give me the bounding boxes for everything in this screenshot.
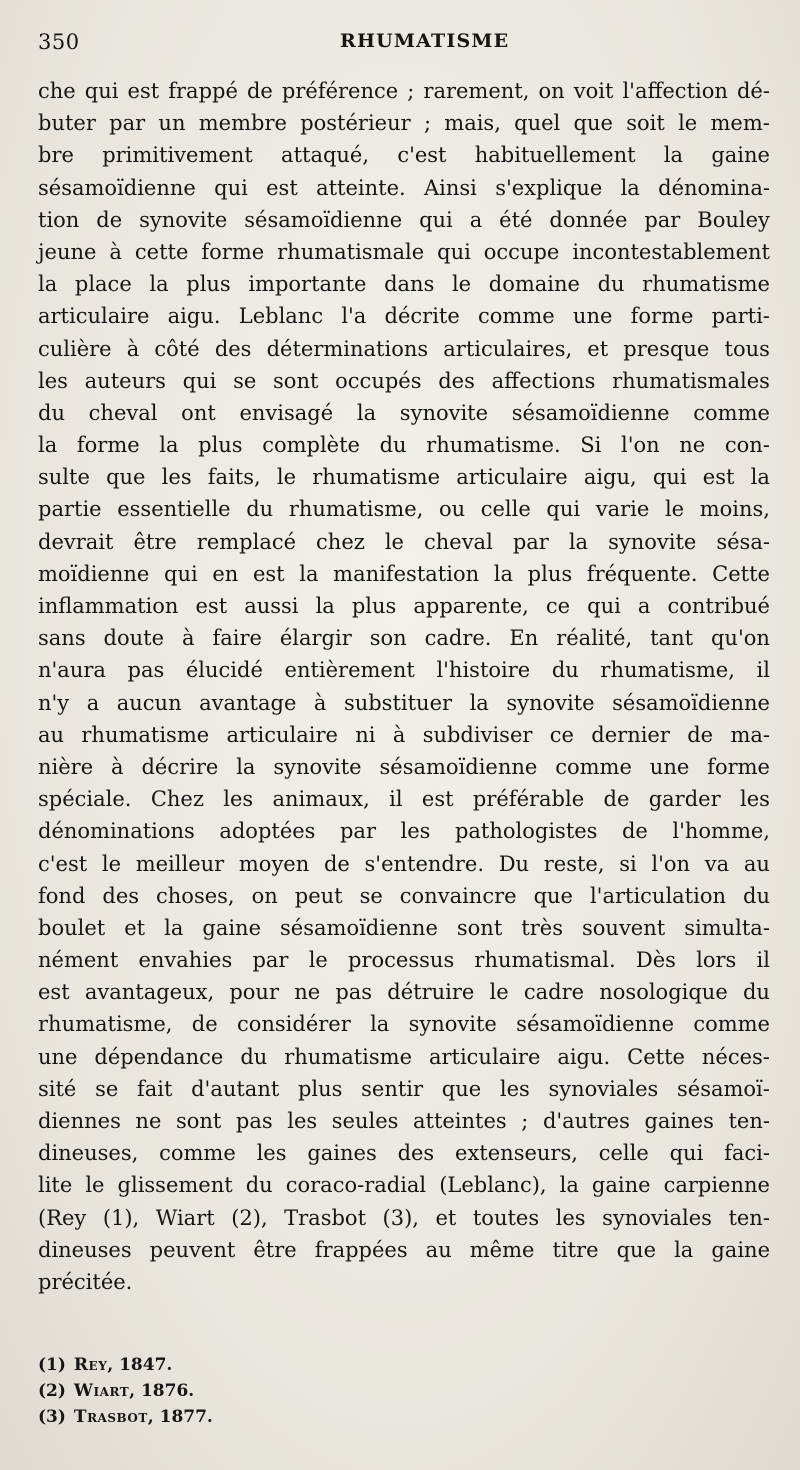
text-line: dineuses peuvent être frappées au même titre que la gaine xyxy=(38,1237,770,1262)
text-line: est avantageux, pour ne pas détruire le cadre nosologique du xyxy=(38,980,770,1005)
text-line: au rhumatisme articulaire ni à subdiviser ce dernier de ma- xyxy=(38,722,770,747)
text-line: du cheval ont envisagé la synovite sésamoïdienne comme xyxy=(38,400,770,425)
text-line: fond des choses, on peut se convaincre que l'articulation du xyxy=(38,883,770,908)
text-line: bre primitivement attaqué, c'est habituellement la gaine xyxy=(38,143,770,168)
text-line: moïdienne qui en est la manifestation la plus fréquente. Cette xyxy=(38,561,770,586)
text-line: culière à côté des déterminations articulaires, et presque tous xyxy=(38,336,770,361)
text-line: spéciale. Chez les animaux, il est préférable de garder les xyxy=(38,787,770,812)
text-line: inflammation est aussi la plus apparente, ce qui a contribué xyxy=(38,594,770,618)
text-line: diennes ne sont pas les seules atteintes ; d'autres gaines ten- xyxy=(38,1109,770,1133)
text-line: devrait être remplacé chez le cheval par la synovite sésa- xyxy=(38,529,770,554)
text-line: sulte que les faits, le rhumatisme articulaire aigu, qui est la xyxy=(38,465,770,490)
text-line: sité se fait d'autant plus sentir que les synoviales sésamoï- xyxy=(38,1076,770,1101)
text-line: précitée. xyxy=(38,1269,133,1294)
text-line: rhumatisme, de considérer la synovite sésamoïdienne comme xyxy=(38,1012,770,1037)
text-line: la forme la plus complète du rhumatisme. Si l'on ne con- xyxy=(38,433,770,458)
footnote-year: , 1847. xyxy=(107,1355,173,1375)
text-line: boulet et la gaine sésamoïdienne sont très souvent simulta- xyxy=(38,915,770,940)
footnote-number: (3) xyxy=(38,1407,66,1427)
text-line: nément envahies par le processus rhumatismal. Dès lors il xyxy=(38,948,770,973)
text-line: les auteurs qui se sont occupés des affections rhumatismales xyxy=(38,368,770,393)
running-head: RHUMATISME xyxy=(340,30,510,52)
text-line: buter par un membre postérieur ; mais, quel que soit le mem- xyxy=(38,111,770,136)
text-line: nière à décrire la synovite sésamoïdienne comme une forme xyxy=(38,754,770,779)
body-text xyxy=(38,75,770,1298)
text-line: n'y a aucun avantage à substituer la synovite sésamoïdienne xyxy=(38,690,770,715)
text-line: articulaire aigu. Leblanc l'a décrite comme une forme parti- xyxy=(38,304,770,329)
footnote-number: (1) xyxy=(38,1355,66,1375)
text-line: dineuses, comme les gaines des extenseurs, celle qui faci- xyxy=(38,1141,770,1166)
footnote-author: Trasbot xyxy=(73,1407,148,1427)
text-line: tion de synovite sésamoïdienne qui a été donnée par Bouley xyxy=(38,207,770,232)
page-number: 350 xyxy=(38,30,80,54)
footnote xyxy=(38,1404,438,1430)
text-line: la place la plus importante dans le domaine du rhumatisme xyxy=(38,272,770,297)
footnote xyxy=(38,1352,438,1378)
text-line: che qui est frappé de préférence ; rarement, on voit l'affection dé- xyxy=(38,79,770,103)
text-line: c'est le meilleur moyen de s'entendre. Du reste, si l'on va au xyxy=(38,851,770,876)
text-line: une dépendance du rhumatisme articulaire aigu. Cette néces- xyxy=(38,1044,770,1069)
footnotes xyxy=(38,1352,438,1430)
footnote-year: , 1876. xyxy=(129,1381,195,1401)
footnote xyxy=(38,1378,438,1404)
footnote-number: (2) xyxy=(38,1381,66,1401)
footnote-year: , 1877. xyxy=(147,1407,213,1427)
page-header xyxy=(0,30,800,64)
text-line: n'aura pas élucidé entièrement l'histoire du rhumatisme, il xyxy=(38,658,770,683)
text-line: lite le glissement du coraco-radial (Leblanc), la gaine carpienne xyxy=(38,1173,770,1198)
footnote-author: Wiart xyxy=(73,1381,130,1401)
footnote-author: Rey xyxy=(73,1355,108,1375)
text-line: partie essentielle du rhumatisme, ou celle qui varie le moins, xyxy=(38,497,770,522)
text-line: (Rey (1), Wiart (2), Trasbot (3), et toutes les synoviales ten- xyxy=(38,1205,770,1230)
text-line: sésamoïdienne qui est atteinte. Ainsi s'explique la dénomina- xyxy=(38,175,770,200)
text-line: dénominations adoptées par les pathologistes de l'homme, xyxy=(38,819,770,844)
text-line: sans doute à faire élargir son cadre. En réalité, tant qu'on xyxy=(38,626,770,651)
text-line: jeune à cette forme rhumatismale qui occupe incontestablement xyxy=(38,239,770,264)
